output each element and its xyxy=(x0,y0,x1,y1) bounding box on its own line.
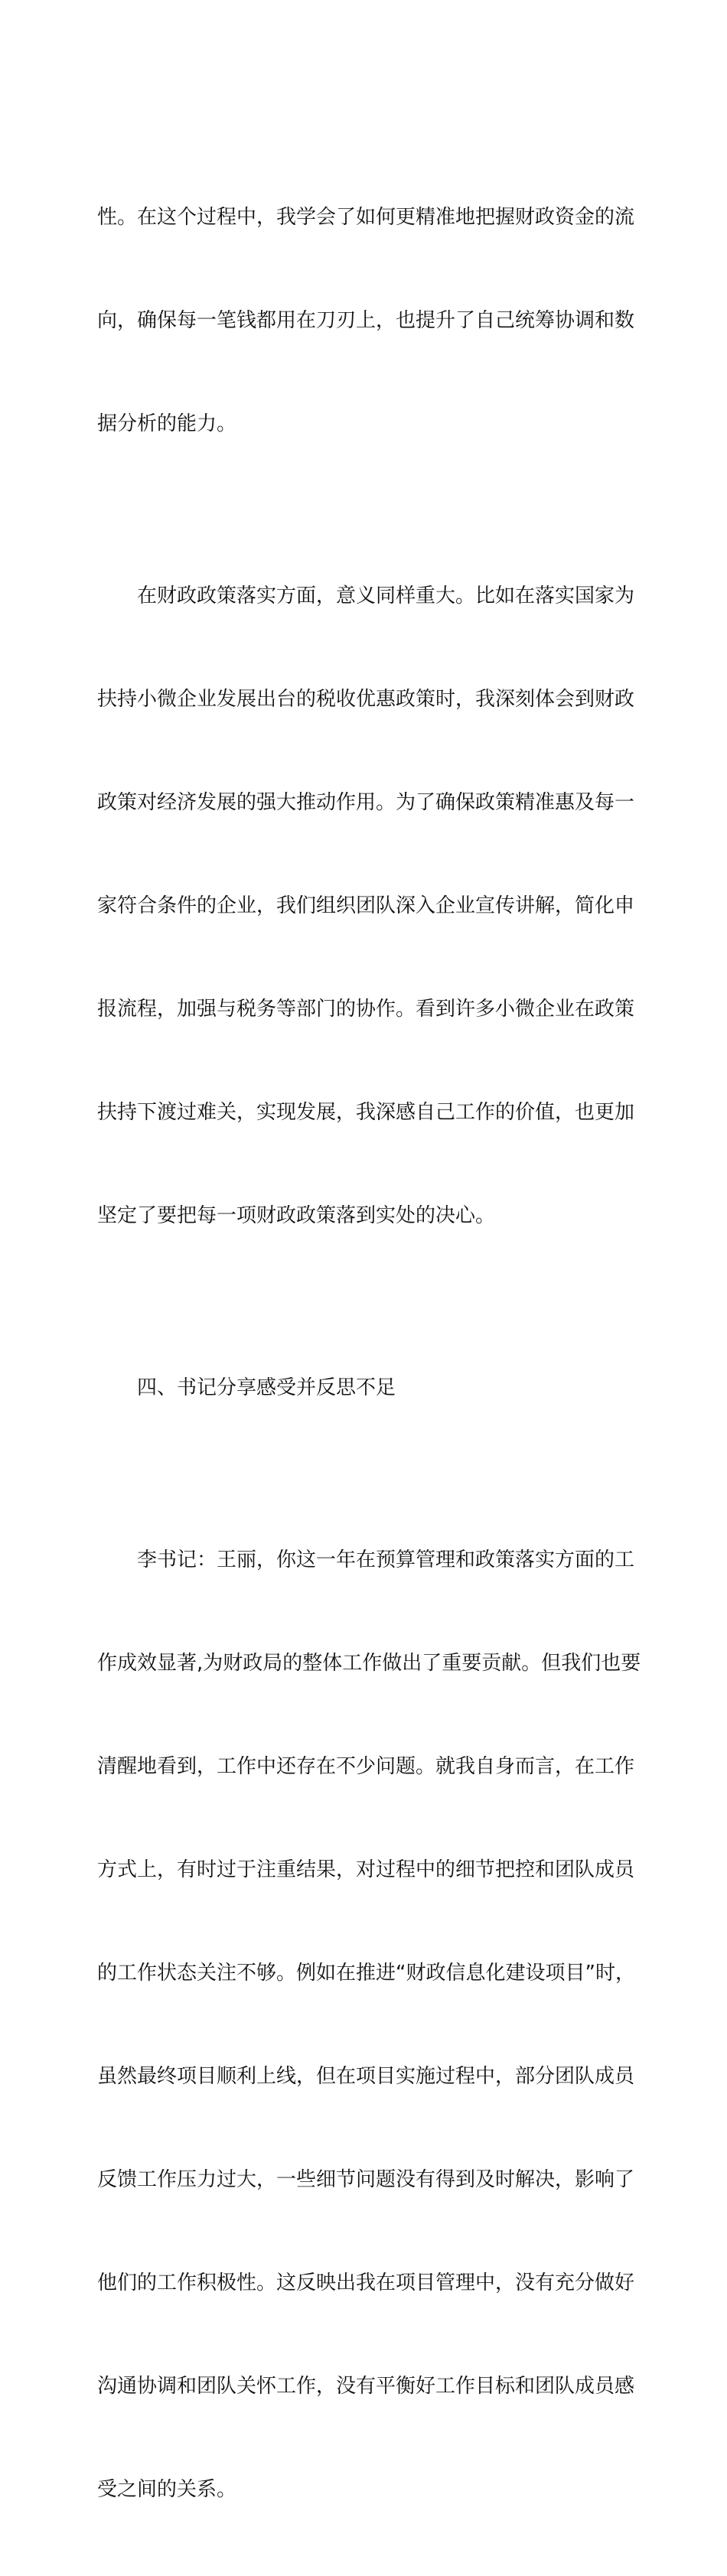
text-line: 政策对经济发展的强大推动作用。为了确保政策精准惠及每一 xyxy=(97,791,635,814)
paragraph-policy-implementation xyxy=(97,510,635,1302)
text-line: 反馈工作压力过大，一些细节问题没有得到及时解决，影响了 xyxy=(97,2168,635,2191)
text-line: 虽然最终项目顺利上线，但在项目实施过程中，部分团队成员 xyxy=(97,2065,635,2088)
paragraph-budget-conclusion xyxy=(97,132,635,510)
text-line: 方式上，有时过于注重结果，对过程中的细节把控和团队成员 xyxy=(97,1858,635,1881)
text-line: 在财政政策落实方面，意义同样重大。比如在落实国家为 xyxy=(97,585,635,607)
text-line: 沟通协调和团队关怀工作，没有平衡好工作目标和团队成员感 xyxy=(97,2375,635,2398)
text-line: 报流程，加强与税务等部门的协作。看到许多小微企业在政策 xyxy=(97,998,635,1021)
text-line: 受之间的关系。 xyxy=(97,2478,237,2501)
document-body xyxy=(97,132,641,2576)
text-line: 向，确保每一笔钱都用在刀刃上，也提升了自己统筹协调和数 xyxy=(97,309,635,332)
text-line: 李书记：王丽，你这一年在预算管理和政策落实方面的工 xyxy=(97,1549,635,1571)
text-line: 的工作状态关注不够。例如在推进“财政信息化建设项目”时， xyxy=(97,1962,635,1985)
text-line: 坚定了要把每一项财政政策落到实处的决心。 xyxy=(97,1204,496,1227)
section-heading-text: 四、书记分享感受并反思不足 xyxy=(97,1376,396,1399)
text-line: 性。在这个过程中，我学会了如何更精准地把握财政资金的流 xyxy=(97,206,635,229)
text-line: 他们的工作积极性。这反映出我在项目管理中，没有充分做好 xyxy=(97,2272,635,2294)
text-line: 据分析的能力。 xyxy=(97,412,237,435)
text-line: 作成效显著,为财政局的整体工作做出了重要贡献。但我们也要 xyxy=(97,1652,641,1675)
text-line: 家符合条件的企业，我们组织团队深入企业宣传讲解，简化申 xyxy=(97,894,635,917)
text-line: 清醒地看到，工作中还存在不少问题。就我自身而言，在工作 xyxy=(97,1755,635,1778)
text-line: 扶持小微企业发展出台的税收优惠政策时，我深刻体会到财政 xyxy=(97,688,635,711)
section-heading-four xyxy=(97,1302,631,1474)
paragraph-secretary-reflection xyxy=(97,1474,641,2576)
text-line: 扶持下渡过难关，实现发展，我深感自己工作的价值，也更加 xyxy=(97,1101,635,1124)
